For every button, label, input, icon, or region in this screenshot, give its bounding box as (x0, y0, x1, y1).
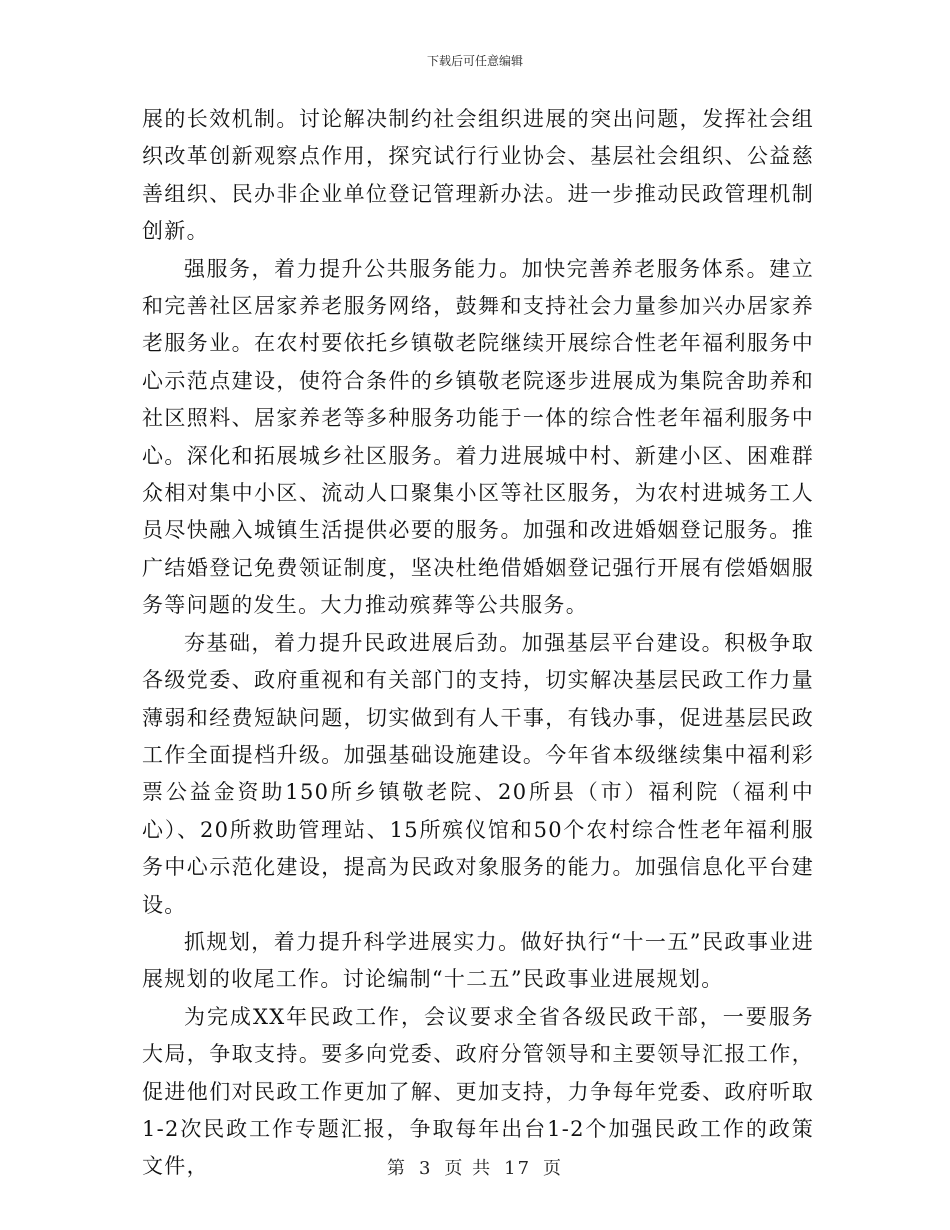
page-header: 下载后可任意编辑 (426, 54, 523, 68)
paragraph-planning: 抓规划，着力提升科学进展实力。做好执行“十一五”民政事业进展规划的收尾工作。讨论编制“十二五”民政事业进展规划。 (142, 929, 814, 992)
document-body (142, 101, 814, 1186)
footer-total-pages: 17 (504, 1158, 532, 1179)
footer-page-number: 3 (418, 1158, 433, 1179)
paragraph-foundation: 夯基础，着力提升民政进展后劲。加强基层平台建设。积极争取各级党委、政府重视和有关部门的支持，切实解决基层民政工作力量薄弱和经费短缺问题，切实做到有人干事，有钱办事，促进基层民政工作全面提档升级。加强基础设施建设。今年省本级继续集中福利彩票公益金资助150所乡镇敬老院、20所县（市）福利院（福利中心）、20所救助管理站、15所殡仪馆和50个农村综合性老年福利服务中心示范化建设，提高为民政对象服务的能力。加强信息化平台建设。 (142, 630, 814, 917)
footer-middle: 页 共 (444, 1158, 493, 1179)
paragraph-continuation: 展的长效机制。讨论解决制约社会组织进展的突出问题，发挥社会组织改革创新观察点作用，探究试行行业协会、基层社会组织、公益慈善组织、民办非企业单位登记管理新办法。进一步推动民政管理机制创新。 (142, 107, 814, 244)
footer-suffix: 页 (543, 1158, 564, 1179)
paragraph-requirements: 为完成XX年民政工作，会议要求全省各级民政干部，一要服务大局，争取支持。要多向党委、政府分管领导和主要领导汇报工作，促进他们对民政工作更加了解、更加支持，力争每年党委、政府听取1-2次民政工作专题汇报，争取每年出台1-2个加强民政工作的政策文件， (142, 1004, 814, 1179)
page-footer (0, 1154, 950, 1180)
paragraph-services: 强服务，着力提升公共服务能力。加快完善养老服务体系。建立和完善社区居家养老服务网络，鼓舞和支持社会力量参加兴办居家养老服务业。在农村要依托乡镇敬老院继续开展综合性老年福利服务中心示范点建设，使符合条件的乡镇敬老院逐步进展成为集院舍助养和社区照料、居家养老等多种服务功能于一体的综合性老年福利服务中心。深化和拓展城乡社区服务。着力进展城中村、新建小区、困难群众相对集中小区、流动人口聚集小区等社区服务，为农村进城务工人员尽快融入城镇生活提供必要的服务。加强和改进婚姻登记服务。推广结婚登记免费领证制度，坚决杜绝借婚姻登记强行开展有偿婚姻服务等问题的发生。大力推动殡葬等公共服务。 (142, 256, 814, 618)
footer-prefix: 第 (386, 1158, 407, 1179)
